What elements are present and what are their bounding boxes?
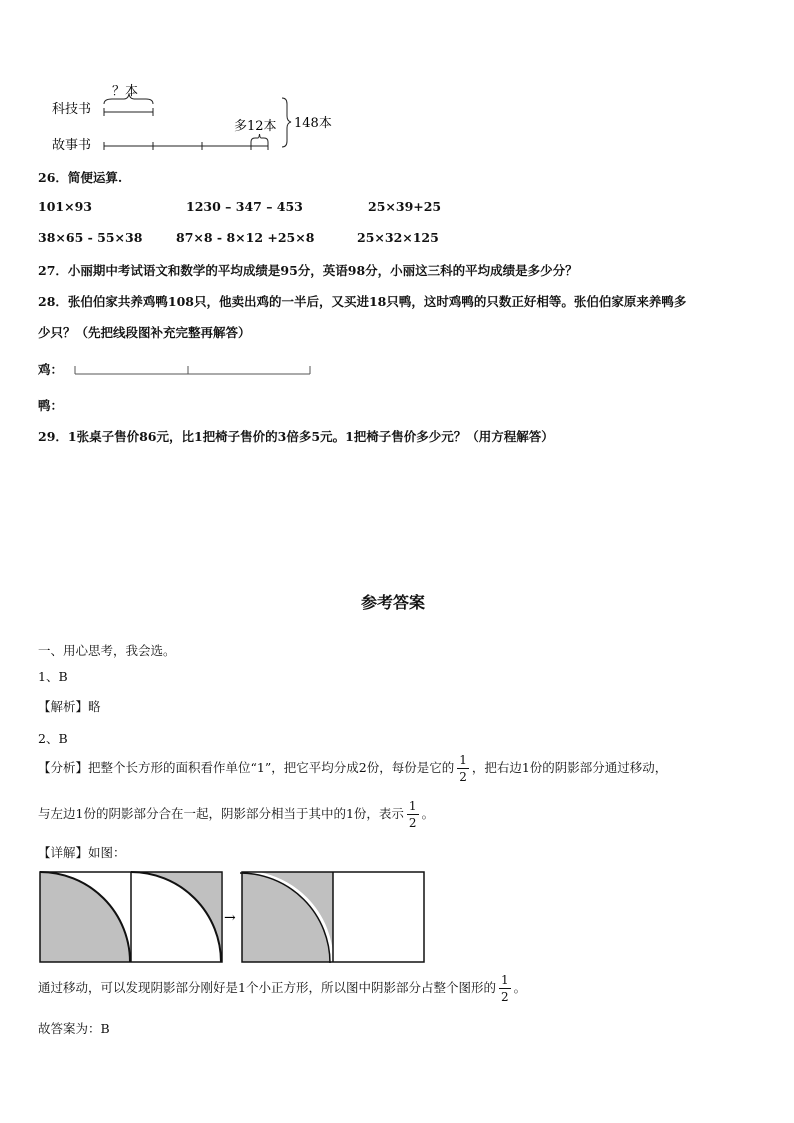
q26-expr-2: 1230 – 347 – 453 [186,199,303,214]
analysis-text-c: 与左边1份的阴影部分合在一起，阴影部分相当于其中的1份，表示 [38,806,404,821]
analysis-text-d: 。 [421,806,435,821]
more-brace [251,134,268,142]
fraction-one-half [457,754,469,783]
fraction-numerator: 1 [408,799,417,813]
duck-label: 鸭： [38,398,64,413]
answer-2-analysis-line1 [38,754,667,783]
answer-2-analysis-line2 [38,800,434,829]
q26-expr-3: 25×39+25 [368,199,442,214]
fraction-one-half [499,974,511,1003]
row2-label: 故事书 [52,138,92,153]
chicken-label: 鸡： [38,362,64,377]
analysis-text-a: 【分析】把整个长方形的面积看作单位“1”，把它平均分成2份，每份是它的 [38,760,455,775]
q26-expr-6: 25×32×125 [357,230,439,245]
q27-text: 27．小丽期中考试语文和数学的平均成绩是95分，英语98分，小丽这三科的平均成绩是多少分？ [38,263,578,278]
answers-heading: 参考答案 [361,593,426,612]
q26-expr-5: 87×8 - 8×12 +25×8 [176,230,315,245]
section1-title: 一、用心思考，我会选。 [38,643,176,658]
answer-2-final: 故答案为：B [38,1021,110,1036]
answer-1-analysis: 【解析】略 [38,699,101,714]
fraction-numerator: 1 [459,753,467,767]
answer-2-detail: 【详解】如图： [38,845,126,860]
q28-line1: 28．张伯伯家共养鸡鸭108只，他卖出鸡的一半后，又买进18只鸭，这时鸡鸭的只数正好相等。张伯伯家原来养鸭多 [38,294,687,309]
row1-label: 科技书 [52,102,92,117]
answer-2-conclusion [38,974,526,1003]
conclusion-text-b: 。 [513,980,527,995]
book-segment-diagram [0,0,794,160]
fraction-one-half [407,800,419,829]
conclusion-text-a: 通过移动，可以发现阴影部分刚好是1个小正方形，所以图中阴影部分占整个图形的 [38,980,496,995]
fraction-denominator: 2 [408,816,417,830]
q29-text: 29．1张桌子售价86元，比1把椅子售价的3倍多5元。1把椅子售价多少元？（用方程解答） [38,429,554,444]
q28-line2: 少只？（先把线段图补充完整再解答） [38,325,251,340]
answer-1: 1、B [38,669,68,684]
analysis-text-b: ，把右边1份的阴影部分通过移动， [471,760,668,775]
unknown-label: ？本 [112,84,139,99]
arrow-icon: → [224,910,236,926]
fraction-denominator: 2 [500,990,509,1004]
fraction-denominator: 2 [459,770,467,784]
chicken-segment-diagram [70,360,320,380]
total-brace [282,98,291,147]
q26-expr-4: 38×65 - 55×38 [38,230,143,245]
answer-2: 2、B [38,731,68,746]
total-label: 148本 [294,116,332,131]
fraction-numerator: 1 [500,973,509,987]
more-label: 多12本 [234,119,277,134]
shading-figure [38,870,430,966]
q26-title: 26．简便运算. [38,170,123,185]
q26-expr-1: 101×93 [38,199,92,214]
